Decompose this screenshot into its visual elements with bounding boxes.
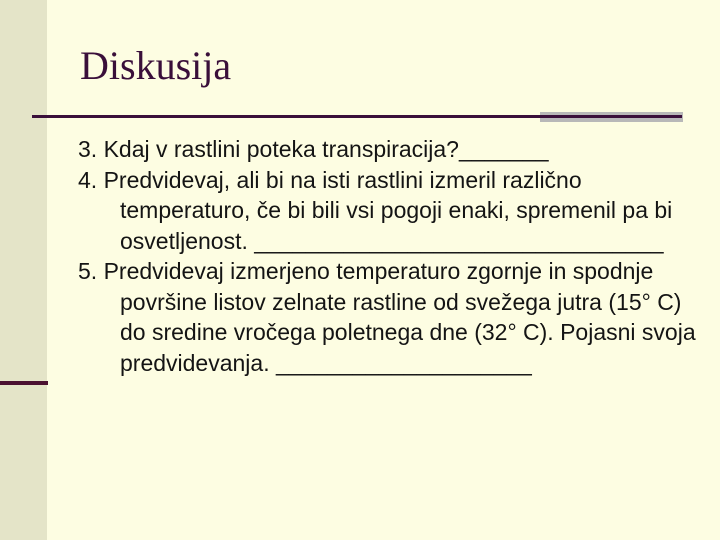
left-accent-bar [0, 381, 48, 385]
question-4: 4. Predvidevaj, ali bi na isti rastlini izmeril različno temperaturo, če bi bili vsi pogoji enaki, spremenil pa bi osvetljenost. ________________________________ [78, 166, 673, 254]
slide-body [78, 134, 698, 378]
question-3: 3. Kdaj v rastlini poteka transpiracija?_______ [78, 136, 549, 162]
question-5: 5. Predvidevaj izmerjeno temperaturo zgornje in spodnje površine listov zelnate rastline od svežega jutra (15° C) do sredine vročega poletnega dne (32° C). Pojasni svoja predvidevanja. ____________________ [78, 258, 696, 376]
slide-title: Diskusija [80, 43, 232, 88]
left-sidebar-band [0, 0, 47, 540]
title-divider [32, 115, 682, 118]
